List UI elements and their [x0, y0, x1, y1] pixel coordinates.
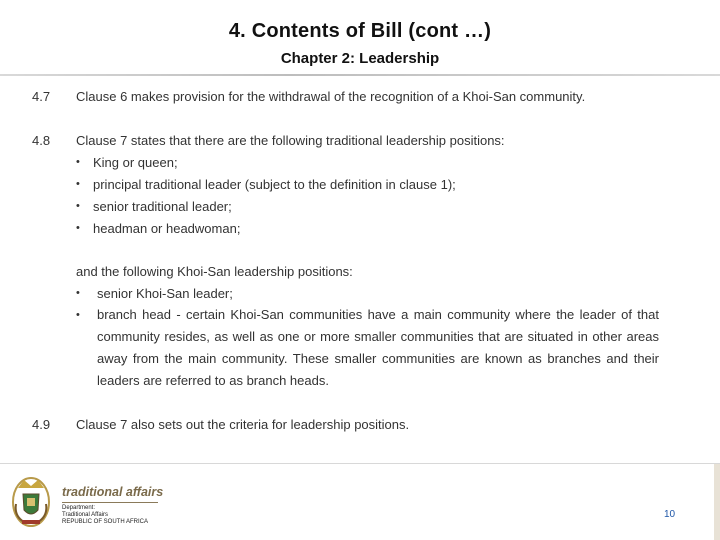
coat-of-arms-icon — [10, 474, 52, 530]
bullet-icon: • — [76, 178, 80, 190]
bullet-icon: • — [76, 287, 80, 299]
bullet-icon: • — [76, 309, 80, 321]
page-number: 10 — [664, 509, 676, 520]
list-item: headman or headwoman; — [93, 221, 241, 236]
department-line: REPUBLIC OF SOUTH AFRICA — [62, 519, 149, 525]
item-text: Clause 6 makes provision for the withdrawal of the recognition of a Khoi-San community. — [76, 89, 586, 104]
department-line: Traditional Affairs — [62, 512, 109, 518]
bullet-icon: • — [76, 200, 80, 212]
list-item: senior Khoi-San leader; — [97, 286, 233, 301]
slide-title: 4. Contents of Bill (cont …) — [228, 20, 492, 42]
department-label — [62, 505, 148, 526]
title-divider — [0, 74, 720, 76]
bullet-icon: • — [76, 156, 80, 168]
item-text: Clause 7 states that there are the following traditional leadership positions: — [76, 133, 505, 148]
list-item: senior traditional leader; — [93, 199, 232, 214]
slide-subtitle: Chapter 2: Leadership — [280, 50, 440, 67]
list-item: King or queen; — [93, 155, 178, 170]
footer-accent — [714, 464, 720, 540]
brand-name: traditional affairs — [62, 485, 164, 499]
brand-underline — [62, 502, 158, 503]
item-number: 4.7 — [32, 89, 51, 104]
list-item-paragraph: branch head - certain Khoi-San communities have a main community where the leader of that community resides, as well as one or more smaller communities that are situated in other areas away from the main community. These smaller communities are known as branches and their leaders are referred to as branch heads. — [97, 307, 659, 388]
item-text: Clause 7 also sets out the criteria for leadership positions. — [76, 417, 410, 432]
department-line: Department: — [62, 505, 96, 511]
khoisan-intro: and the following Khoi-San leadership positions: — [76, 264, 353, 279]
bullet-icon: • — [76, 222, 80, 234]
item-number: 4.8 — [32, 133, 51, 148]
item-number: 4.9 — [32, 417, 51, 432]
list-item: principal traditional leader (subject to the definition in clause 1); — [93, 177, 456, 192]
